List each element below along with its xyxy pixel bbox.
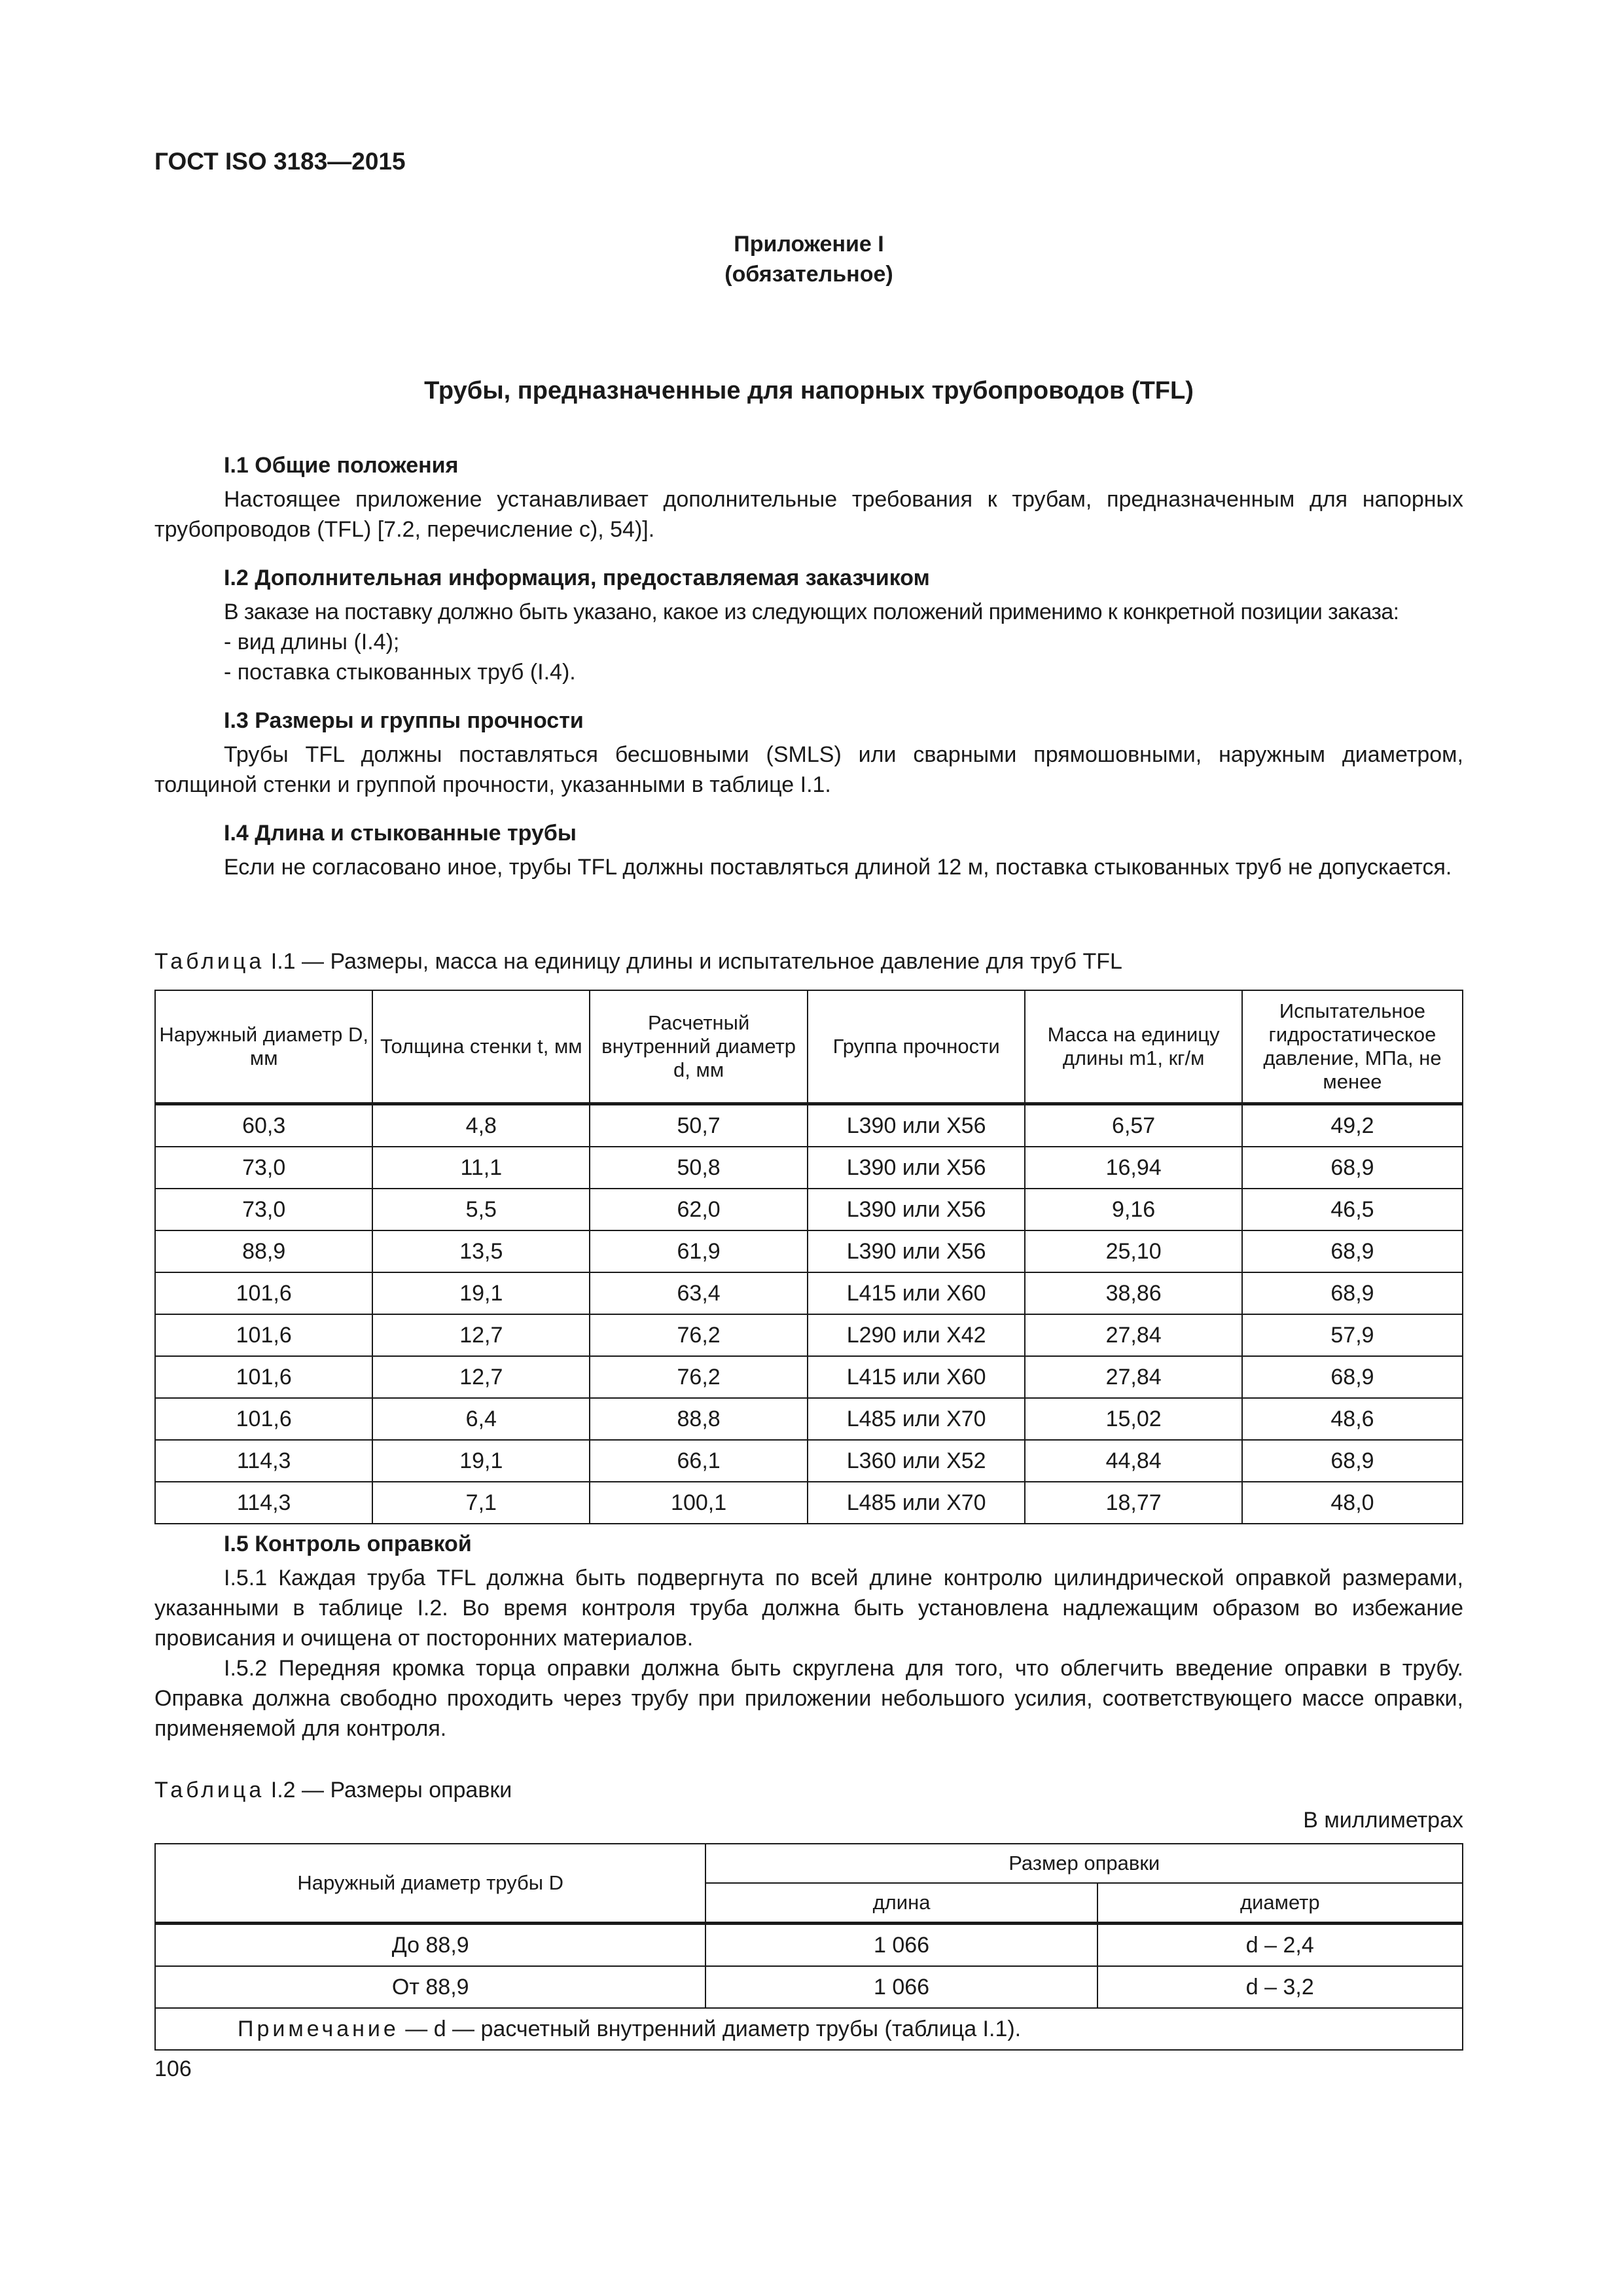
table-cell: L390 или X56 <box>808 1230 1025 1272</box>
table-note-row <box>155 2008 1463 2050</box>
table-cell: 6,57 <box>1025 1104 1242 1147</box>
section-heading: I.2 Дополнительная информация, предоставляемая заказчиком <box>224 565 930 590</box>
table-row <box>155 1966 1463 2008</box>
table-cell: L415 или X60 <box>808 1356 1025 1398</box>
table-cell: 61,9 <box>590 1230 808 1272</box>
table-cell: L415 или X60 <box>808 1272 1025 1314</box>
table-cell: 11,1 <box>372 1147 590 1189</box>
paragraph: В заказе на поставку должно быть указано, какое из следующих положений применимо к конкретной позиции заказа: <box>224 600 1399 624</box>
table-cell: 9,16 <box>1025 1189 1242 1230</box>
column-header: Группа прочности <box>808 990 1025 1104</box>
table-row <box>155 1147 1463 1189</box>
table-cell: 5,5 <box>372 1189 590 1230</box>
table-row <box>155 1104 1463 1147</box>
table-row <box>155 1440 1463 1482</box>
table-cell: 101,6 <box>155 1314 372 1356</box>
table-cell: L390 или X56 <box>808 1189 1025 1230</box>
table-cell: 62,0 <box>590 1189 808 1230</box>
table-cell: 15,02 <box>1025 1398 1242 1440</box>
column-header: Масса на единицу длины m1, кг/м <box>1025 990 1242 1104</box>
table-cell: 63,4 <box>590 1272 808 1314</box>
table-row <box>155 1398 1463 1440</box>
note-word: Примечание <box>238 2016 399 2041</box>
table-cell: 101,6 <box>155 1398 372 1440</box>
table-2 <box>154 1843 1463 2051</box>
table-cell: 68,9 <box>1242 1230 1463 1272</box>
paragraph: Если не согласовано иное, трубы TFL должны поставляться длиной 12 м, поставка стыкованных труб не допускается. <box>224 855 1452 880</box>
table-cell: 57,9 <box>1242 1314 1463 1356</box>
table-row <box>155 1272 1463 1314</box>
column-header: длина <box>705 1883 1097 1924</box>
section-5 <box>154 1529 1463 1744</box>
table-cell: От 88,9 <box>155 1966 705 2008</box>
table-cell: 101,6 <box>155 1272 372 1314</box>
table-cell: 1 066 <box>705 1966 1097 2008</box>
units-label: В миллиметрах <box>1303 1808 1463 1833</box>
table-cell: 50,7 <box>590 1104 808 1147</box>
table-cell: 73,0 <box>155 1147 372 1189</box>
appendix-name: Приложение I <box>734 232 884 257</box>
table-cell: 88,8 <box>590 1398 808 1440</box>
paragraph: I.5.1 Каждая труба TFL должна быть подвергнута по всей длине контролю цилиндрической оправкой размерами, указанными в таблице I.2. Во время контроля труба должна быть установлена надлежащим образом во избежание провисания и очищена от посторонних материалов. <box>154 1566 1463 1651</box>
caption-text: I.1 — Размеры, масса на единицу длины и испытательное давление для труб TFL <box>270 949 1122 974</box>
table-cell: 46,5 <box>1242 1189 1463 1230</box>
column-header: Наружный диаметр D, мм <box>155 990 372 1104</box>
table-cell: 48,0 <box>1242 1482 1463 1524</box>
list-item: - поставка стыкованных труб (I.4). <box>224 660 576 685</box>
section-4 <box>154 818 1463 882</box>
table-cell: L390 или X56 <box>808 1104 1025 1147</box>
column-header: Размер оправки <box>705 1844 1463 1883</box>
table-cell: 18,77 <box>1025 1482 1242 1524</box>
appendix-title: Трубы, предназначенные для напорных трубопроводов (TFL) <box>424 377 1194 404</box>
appendix-heading <box>154 229 1463 289</box>
column-header: диаметр <box>1097 1883 1463 1924</box>
table-cell: 68,9 <box>1242 1440 1463 1482</box>
table-cell: L485 или X70 <box>808 1398 1025 1440</box>
table-cell: L390 или X56 <box>808 1147 1025 1189</box>
table-row <box>155 1356 1463 1398</box>
table-1 <box>154 990 1463 1524</box>
section-1 <box>154 450 1463 545</box>
column-header: Расчетный внутренний диаметр d, мм <box>590 990 808 1104</box>
section-3 <box>154 706 1463 800</box>
table-cell: 19,1 <box>372 1440 590 1482</box>
table-note <box>155 2008 1463 2050</box>
list-item: - вид длины (I.4); <box>224 630 400 655</box>
table-cell: d – 3,2 <box>1097 1966 1463 2008</box>
paragraph: Настоящее приложение устанавливает дополнительные требования к трубам, предназначенным для напорных трубопроводов (TFL) [7.2, перечисление с), 54)]. <box>154 487 1463 542</box>
standard-number: ГОСТ ISO 3183—2015 <box>154 148 406 175</box>
table-cell: 12,7 <box>372 1356 590 1398</box>
caption-word: Таблица <box>154 1778 265 1803</box>
table-cell: 101,6 <box>155 1356 372 1398</box>
paragraph: Трубы TFL должны поставляться бесшовными (SMLS) или сварными прямошовными, наружным диаметром, толщиной стенки и группой прочности, указанными в таблице I.1. <box>154 742 1463 797</box>
section-heading: I.1 Общие положения <box>224 453 459 478</box>
table-cell: 114,3 <box>155 1482 372 1524</box>
table-cell: 73,0 <box>155 1189 372 1230</box>
table-cell: 114,3 <box>155 1440 372 1482</box>
table-cell: 16,94 <box>1025 1147 1242 1189</box>
section-heading: I.5 Контроль оправкой <box>224 1532 472 1556</box>
table-cell: 12,7 <box>372 1314 590 1356</box>
section-heading: I.4 Длина и стыкованные трубы <box>224 821 577 846</box>
table-cell: 25,10 <box>1025 1230 1242 1272</box>
table2-caption <box>154 1775 1463 1805</box>
page-number: 106 <box>154 2056 192 2081</box>
paragraph: I.5.2 Передняя кромка торца оправки должна быть скруглена для того, что облегчить введение оправки в трубу. Оправка должна свободно проходить через трубу при приложении небольшого усилия, соответствующего массе оправки, применяемой для контроля. <box>154 1656 1463 1741</box>
table-cell: 50,8 <box>590 1147 808 1189</box>
table1-caption <box>154 946 1463 977</box>
table-row <box>155 1230 1463 1272</box>
table-cell: 49,2 <box>1242 1104 1463 1147</box>
table-cell: 13,5 <box>372 1230 590 1272</box>
note-text: — d — расчетный внутренний диаметр трубы (таблица I.1). <box>405 2016 1022 2041</box>
table-row <box>155 1189 1463 1230</box>
table-cell: 4,8 <box>372 1104 590 1147</box>
table-cell: 27,84 <box>1025 1356 1242 1398</box>
column-header: Наружный диаметр трубы D <box>155 1844 705 1924</box>
table-cell: 1 066 <box>705 1924 1097 1967</box>
table-cell: 60,3 <box>155 1104 372 1147</box>
table-cell: 19,1 <box>372 1272 590 1314</box>
caption-text: I.2 — Размеры оправки <box>270 1778 512 1803</box>
table-cell: 68,9 <box>1242 1272 1463 1314</box>
table-cell: 76,2 <box>590 1314 808 1356</box>
table-cell: L485 или X70 <box>808 1482 1025 1524</box>
section-heading: I.3 Размеры и группы прочности <box>224 708 584 733</box>
section-2 <box>154 563 1463 687</box>
table-row <box>155 1482 1463 1524</box>
table-cell: 68,9 <box>1242 1147 1463 1189</box>
table-cell: 6,4 <box>372 1398 590 1440</box>
table-cell: 38,86 <box>1025 1272 1242 1314</box>
table-cell: L290 или X42 <box>808 1314 1025 1356</box>
table-cell: 100,1 <box>590 1482 808 1524</box>
column-header: Испытательное гидростатическое давление, МПа, не менее <box>1242 990 1463 1104</box>
table-cell: 44,84 <box>1025 1440 1242 1482</box>
table-cell: 88,9 <box>155 1230 372 1272</box>
table-cell: До 88,9 <box>155 1924 705 1967</box>
table-cell: 68,9 <box>1242 1356 1463 1398</box>
appendix-status: (обязательное) <box>724 262 893 287</box>
caption-word: Таблица <box>154 949 265 974</box>
table-cell: 66,1 <box>590 1440 808 1482</box>
table-cell: 27,84 <box>1025 1314 1242 1356</box>
table-cell: 7,1 <box>372 1482 590 1524</box>
table-cell: 76,2 <box>590 1356 808 1398</box>
column-header: Толщина стенки t, мм <box>372 990 590 1104</box>
table-row <box>155 1924 1463 1967</box>
table-cell: L360 или X52 <box>808 1440 1025 1482</box>
table-cell: 48,6 <box>1242 1398 1463 1440</box>
table-row <box>155 1314 1463 1356</box>
table-cell: d – 2,4 <box>1097 1924 1463 1967</box>
